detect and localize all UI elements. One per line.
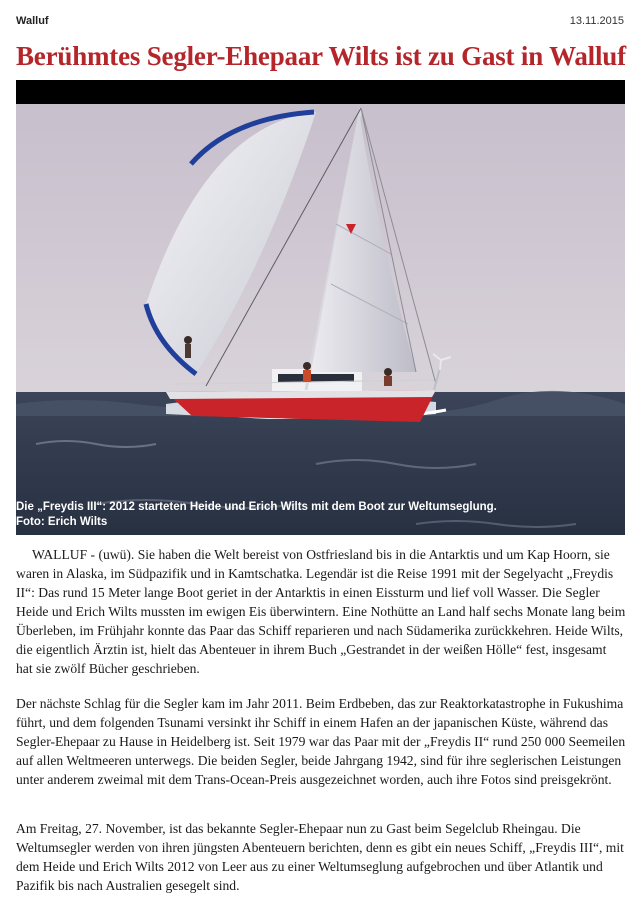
article-header-bar (0, 0, 640, 34)
article-headline: Berühmtes Segler-Ehepaar Wilts ist zu Gast in Walluf (16, 41, 626, 71)
article-paragraph-1: WALLUF - (uwü). Sie haben die Welt bereist von Ostfriesland bis in die Antarktis und um Kap Hoorn, sie waren in Alaska, im Südpazifik und in Kamtschatka. Legendär ist die Reise 1991 mit der Segelyacht „Freydis II“: Das rund 15 Meter lange Boot geriet in der Antarktis in einen Eissturm und lief voll Wasser. Die Segler Heide und Erich Wilts mussten im ewigen Eis überwintern. Eine Nothütte an Land half sechs Monate lang beim Überleben, im Frühjahr konnte das Paar das Schiff reparieren und nach Südamerika zurückkehren. Heide Wilts, die eigentlich Ärztin ist, hielt das Abenteuer in ihrem Buch „Gestrandet in der weißen Hölle“ fest, insgesamt hat sie zwölf Bücher geschrieben. (16, 547, 626, 676)
sailing-yacht-photo (16, 104, 625, 535)
photo-credit: Foto: Erich Wilts (16, 516, 108, 528)
photo-caption: Die „Freydis III“: 2012 starteten Heide und Erich Wilts mit dem Boot zur Weltumseglung. (16, 501, 497, 513)
section-label[interactable]: Walluf (16, 15, 49, 27)
publish-date: 13.11.2015 (569, 15, 624, 27)
article-paragraph-3: Am Freitag, 27. November, ist das bekannte Segler-Ehepaar nun zu Gast beim Segelclub Rheingau. Die Weltumsegler werden von ihren jüngsten Abenteuern berichten, denn es gibt ein neues Schiff, „Freydis III“, mit dem Heide und Erich Wilts 2012 von Leer aus zu einer Weltumseglung aufgebrochen und über Atlantik und Pazifik bis nach Australien gesegelt sind. (16, 821, 624, 893)
article-paragraph-2: Der nächste Schlag für die Segler kam im Jahr 2011. Beim Erdbeben, das zur Reaktorkatastrophe in Fukushima führt, und dem folgenden Tsunami versinkt ihr Schiff in einem Hafen an der japanischen Küste, während das Segler-Ehepaar zu Hause in Heidelberg ist. Seit 1979 war das Paar mit der „Freydis II“ rund 250 000 Seemeilen auf allen Weltmeeren unterwegs. Die beiden Segler, beide Jahrgang 1942, sind für ihre seglerischen Leistungen unter anderem zweimal mit dem Trans-Ocean-Preis ausgezeichnet worden, auch ihre Fotos sind preisgekrönt. (16, 696, 626, 787)
photo-top-bar (16, 80, 625, 104)
article-photo-frame[interactable] (16, 80, 625, 535)
